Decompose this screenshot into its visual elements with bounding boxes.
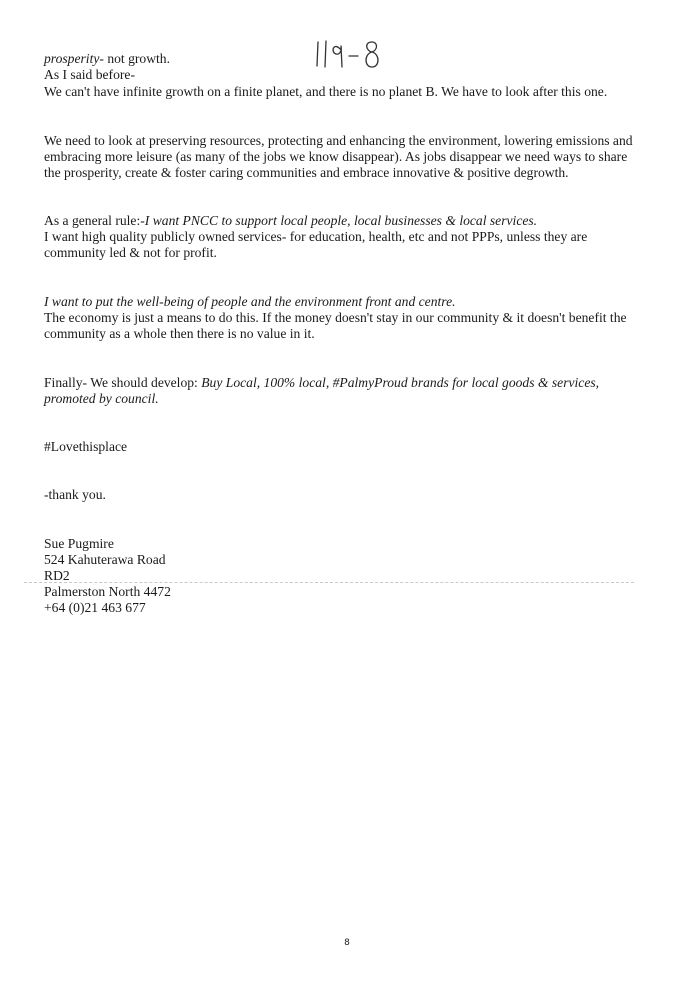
general-rule-line bbox=[44, 213, 537, 229]
finally-italic-1: Buy Local, 100% local, #PalmyProud brands for local goods & services, bbox=[201, 375, 600, 390]
para-resources-line-2: embracing more leisure (as many of the jobs we know disappear). As jobs disappear we need ways to share bbox=[44, 149, 628, 164]
line-said-before: As I said before- bbox=[44, 67, 135, 82]
finally-prefix: Finally- We should develop: bbox=[44, 375, 202, 390]
page-number: 8 bbox=[344, 938, 350, 948]
line-infinite-growth: We can't have infinite growth on a finite planet, and there is no planet B. We have to look after this one. bbox=[44, 84, 608, 99]
signature-name: Sue Pugmire bbox=[44, 536, 114, 551]
finally-line-1 bbox=[44, 375, 599, 391]
wellbeing-line: I want to put the well-being of people and the environment front and centre. bbox=[44, 294, 456, 309]
signature-street: 524 Kahuterawa Road bbox=[44, 552, 166, 567]
finally-line-2: promoted by council. bbox=[44, 391, 159, 406]
hashtag: #Lovethisplace bbox=[44, 439, 128, 454]
scan-artifact-line bbox=[24, 582, 634, 583]
para-economy-line-2: community as a whole then there is no value in it. bbox=[44, 326, 315, 341]
general-rule-italic: I want PNCC to support local people, local businesses & local services. bbox=[144, 213, 538, 228]
para-services-line-1: I want high quality publicly owned services- for education, health, etc and not PPPs, unless they are bbox=[44, 229, 588, 244]
para-economy-line-1: The economy is just a means to do this. If the money doesn't stay in our community & it doesn't benefit the bbox=[44, 310, 627, 325]
general-rule-prefix: As a general rule:- bbox=[44, 213, 145, 228]
line-prosperity bbox=[44, 51, 170, 67]
para-services-line-2: community led & not for profit. bbox=[44, 245, 217, 260]
signature-city: Palmerston North 4472 bbox=[44, 584, 171, 599]
prosperity-rest: - not growth. bbox=[99, 51, 170, 66]
signature-rd: RD2 bbox=[44, 568, 70, 583]
prosperity-italic: prosperity bbox=[44, 51, 100, 66]
signature-phone: +64 (0)21 463 677 bbox=[44, 600, 146, 615]
para-resources-line-1: We need to look at preserving resources, protecting and enhancing the environment, lowering emissions and bbox=[44, 133, 633, 148]
para-resources-line-3: the prosperity, create & foster caring communities and embrace innovative & positive degrowth. bbox=[44, 165, 569, 180]
handwritten-reference bbox=[314, 36, 386, 70]
thanks: -thank you. bbox=[44, 487, 106, 502]
